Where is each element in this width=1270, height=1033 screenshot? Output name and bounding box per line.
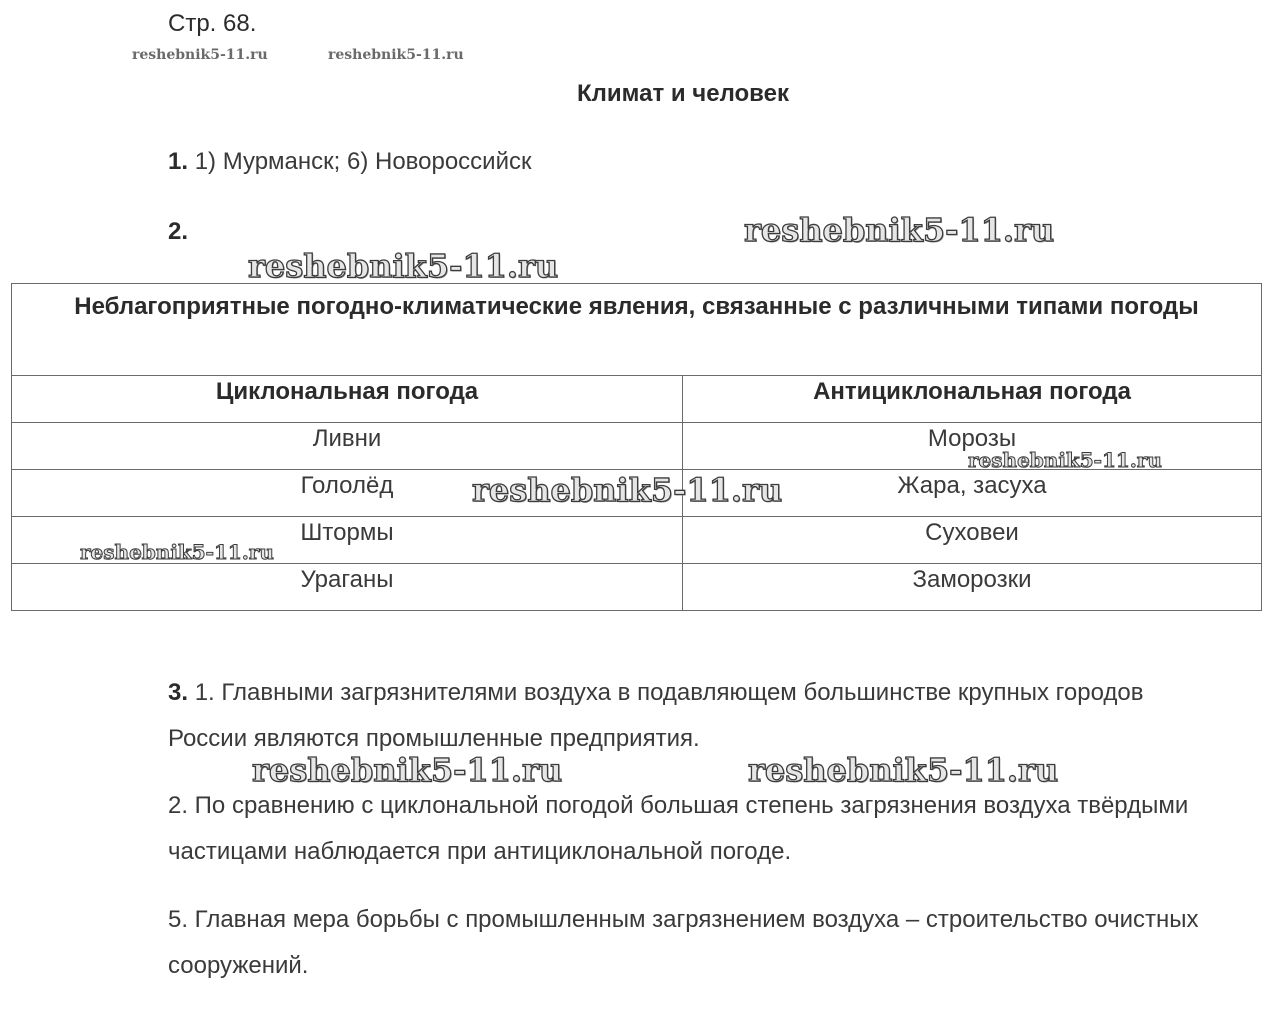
table-caption <box>12 284 1262 376</box>
watermark: reshebnik5-11.ru <box>748 751 1059 789</box>
table-cell: Жара, засуха <box>683 470 1262 517</box>
watermark: reshebnik5-11.ru <box>248 247 559 285</box>
watermark: reshebnik5-11.ru <box>252 751 563 789</box>
watermark: reshebnik5-11.ru <box>472 471 783 509</box>
task-1 <box>168 148 532 176</box>
table-caption-row <box>12 284 1262 376</box>
task-3-statement: 1. Главными загрязнителями воздуха в подавляющем большинстве крупных городов России являются промышленные предприятия. <box>168 679 1144 752</box>
table-cell: Гололёд <box>12 470 683 517</box>
watermark: reshebnik5-11.ru <box>80 540 274 564</box>
watermark: reshebnik5-11.ru <box>132 47 268 63</box>
task-2-number: 2. <box>168 218 189 245</box>
column-header: Циклональная погода <box>12 376 683 423</box>
table-row <box>12 564 1262 611</box>
task-number: 3. <box>168 679 189 706</box>
table-cell: Ураганы <box>12 564 683 611</box>
table-cell: Морозы <box>683 423 1262 470</box>
table-caption-text: Неблагоприятные погодно-климатические явления, связанные с различными типами погоды <box>74 293 1199 320</box>
watermark: reshebnik5-11.ru <box>968 448 1162 472</box>
watermark: reshebnik5-11.ru <box>328 47 464 63</box>
table-cell: Суховеи <box>683 517 1262 564</box>
task-3-item-2: 2. По сравнению с циклональной погодой большая степень загрязнения воздуха твёрдыми частицами наблюдается при антициклональной погоде. <box>168 792 1189 865</box>
table-cell: Заморозки <box>683 564 1262 611</box>
table-cell: Ливни <box>12 423 683 470</box>
task-number: 1. <box>168 148 189 175</box>
watermark: reshebnik5-11.ru <box>744 211 1055 249</box>
page-number: Стр. 68. <box>168 10 257 37</box>
page-title: Климат и человек <box>577 80 789 107</box>
column-header: Антициклональная погода <box>683 376 1262 423</box>
task-3-item-5: 5. Главная мера борьбы с промышленным загрязнением воздуха – строительство очистных сооружений. <box>168 906 1199 979</box>
task-3-item-1 <box>168 670 1228 762</box>
table-cell: Штормы <box>12 517 683 564</box>
task-1-answer: 1) Мурманск; 6) Новороссийск <box>194 148 532 175</box>
table-header-row <box>12 376 1262 423</box>
